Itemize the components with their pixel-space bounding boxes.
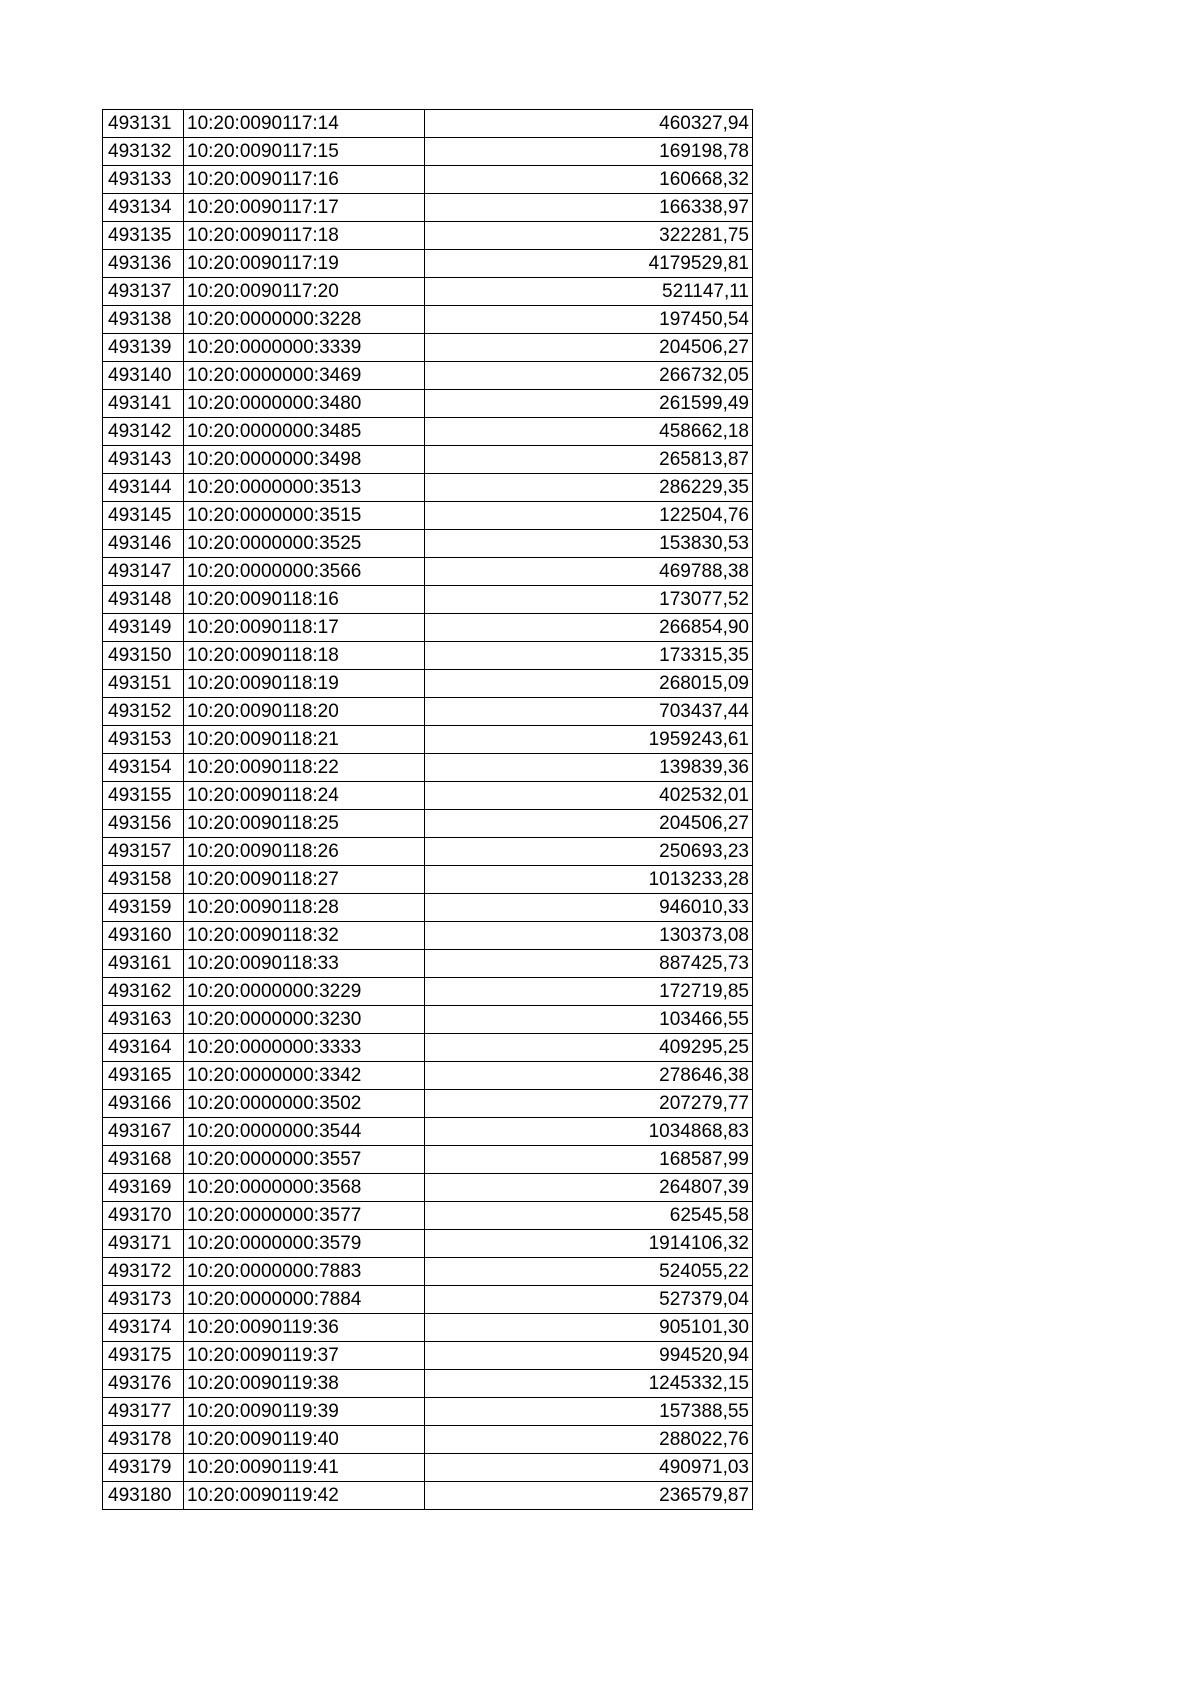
cell-cadastral-number: 10:20:0000000:3480 bbox=[184, 390, 425, 418]
cell-row-number: 493137 bbox=[103, 278, 184, 306]
cell-value: 905101,30 bbox=[425, 1314, 753, 1342]
cell-value: 1959243,61 bbox=[425, 726, 753, 754]
cell-value: 207279,77 bbox=[425, 1090, 753, 1118]
cell-row-number: 493152 bbox=[103, 698, 184, 726]
cell-value: 1034868,83 bbox=[425, 1118, 753, 1146]
cell-cadastral-number: 10:20:0090119:41 bbox=[184, 1454, 425, 1482]
table-row bbox=[103, 1174, 753, 1202]
cell-cadastral-number: 10:20:0000000:3566 bbox=[184, 558, 425, 586]
cell-cadastral-number: 10:20:0090119:36 bbox=[184, 1314, 425, 1342]
cell-row-number: 493178 bbox=[103, 1426, 184, 1454]
cell-row-number: 493149 bbox=[103, 614, 184, 642]
table-row bbox=[103, 334, 753, 362]
table-body bbox=[103, 110, 753, 1510]
cell-row-number: 493136 bbox=[103, 250, 184, 278]
cell-cadastral-number: 10:20:0090118:22 bbox=[184, 754, 425, 782]
cell-value: 322281,75 bbox=[425, 222, 753, 250]
cell-value: 103466,55 bbox=[425, 1006, 753, 1034]
table-row bbox=[103, 362, 753, 390]
cell-cadastral-number: 10:20:0000000:3525 bbox=[184, 530, 425, 558]
cell-cadastral-number: 10:20:0090118:17 bbox=[184, 614, 425, 642]
table-row bbox=[103, 1118, 753, 1146]
cell-cadastral-number: 10:20:0090119:42 bbox=[184, 1482, 425, 1510]
cell-value: 173077,52 bbox=[425, 586, 753, 614]
table-row bbox=[103, 194, 753, 222]
cell-cadastral-number: 10:20:0000000:3577 bbox=[184, 1202, 425, 1230]
cell-row-number: 493133 bbox=[103, 166, 184, 194]
table-row bbox=[103, 1482, 753, 1510]
table-row bbox=[103, 1230, 753, 1258]
cell-cadastral-number: 10:20:0090118:33 bbox=[184, 950, 425, 978]
table-row bbox=[103, 446, 753, 474]
cell-value: 250693,23 bbox=[425, 838, 753, 866]
table-row bbox=[103, 1398, 753, 1426]
cell-cadastral-number: 10:20:0090117:16 bbox=[184, 166, 425, 194]
cell-value: 703437,44 bbox=[425, 698, 753, 726]
cell-row-number: 493158 bbox=[103, 866, 184, 894]
cell-value: 157388,55 bbox=[425, 1398, 753, 1426]
cell-cadastral-number: 10:20:0090118:26 bbox=[184, 838, 425, 866]
cell-row-number: 493179 bbox=[103, 1454, 184, 1482]
table-row bbox=[103, 698, 753, 726]
cell-value: 264807,39 bbox=[425, 1174, 753, 1202]
cell-row-number: 493142 bbox=[103, 418, 184, 446]
cell-cadastral-number: 10:20:0090117:17 bbox=[184, 194, 425, 222]
cell-cadastral-number: 10:20:0090118:32 bbox=[184, 922, 425, 950]
cell-row-number: 493166 bbox=[103, 1090, 184, 1118]
cell-cadastral-number: 10:20:0000000:3228 bbox=[184, 306, 425, 334]
table-row bbox=[103, 222, 753, 250]
cell-value: 204506,27 bbox=[425, 334, 753, 362]
cell-cadastral-number: 10:20:0090117:14 bbox=[184, 110, 425, 138]
table-row bbox=[103, 586, 753, 614]
cell-cadastral-number: 10:20:0000000:3339 bbox=[184, 334, 425, 362]
cell-value: 153830,53 bbox=[425, 530, 753, 558]
cell-value: 524055,22 bbox=[425, 1258, 753, 1286]
cell-row-number: 493163 bbox=[103, 1006, 184, 1034]
cell-row-number: 493146 bbox=[103, 530, 184, 558]
cell-cadastral-number: 10:20:0000000:3498 bbox=[184, 446, 425, 474]
table-row bbox=[103, 1314, 753, 1342]
table-row bbox=[103, 782, 753, 810]
cell-cadastral-number: 10:20:0000000:3502 bbox=[184, 1090, 425, 1118]
cell-row-number: 493148 bbox=[103, 586, 184, 614]
cell-cadastral-number: 10:20:0090119:39 bbox=[184, 1398, 425, 1426]
cell-cadastral-number: 10:20:0000000:3513 bbox=[184, 474, 425, 502]
cell-row-number: 493171 bbox=[103, 1230, 184, 1258]
table-row bbox=[103, 250, 753, 278]
cell-value: 268015,09 bbox=[425, 670, 753, 698]
table-row bbox=[103, 950, 753, 978]
table-row bbox=[103, 838, 753, 866]
cell-value: 169198,78 bbox=[425, 138, 753, 166]
cell-value: 130373,08 bbox=[425, 922, 753, 950]
cell-value: 4179529,81 bbox=[425, 250, 753, 278]
cell-row-number: 493143 bbox=[103, 446, 184, 474]
cell-row-number: 493168 bbox=[103, 1146, 184, 1174]
cell-row-number: 493175 bbox=[103, 1342, 184, 1370]
cell-row-number: 493172 bbox=[103, 1258, 184, 1286]
table-row bbox=[103, 894, 753, 922]
table-row bbox=[103, 1090, 753, 1118]
cell-value: 172719,85 bbox=[425, 978, 753, 1006]
cell-row-number: 493157 bbox=[103, 838, 184, 866]
cell-row-number: 493165 bbox=[103, 1062, 184, 1090]
table-row bbox=[103, 418, 753, 446]
cell-row-number: 493154 bbox=[103, 754, 184, 782]
cell-row-number: 493131 bbox=[103, 110, 184, 138]
cell-cadastral-number: 10:20:0000000:3342 bbox=[184, 1062, 425, 1090]
cell-cadastral-number: 10:20:0000000:3544 bbox=[184, 1118, 425, 1146]
table-row bbox=[103, 530, 753, 558]
table-row bbox=[103, 1454, 753, 1482]
cell-value: 946010,33 bbox=[425, 894, 753, 922]
cell-value: 139839,36 bbox=[425, 754, 753, 782]
cell-cadastral-number: 10:20:0000000:3485 bbox=[184, 418, 425, 446]
cell-cadastral-number: 10:20:0000000:3568 bbox=[184, 1174, 425, 1202]
cell-value: 122504,76 bbox=[425, 502, 753, 530]
cell-value: 521147,11 bbox=[425, 278, 753, 306]
table-row bbox=[103, 642, 753, 670]
cell-cadastral-number: 10:20:0000000:3515 bbox=[184, 502, 425, 530]
table-row bbox=[103, 810, 753, 838]
cell-row-number: 493176 bbox=[103, 1370, 184, 1398]
cell-value: 490971,03 bbox=[425, 1454, 753, 1482]
table-row bbox=[103, 1426, 753, 1454]
cell-value: 166338,97 bbox=[425, 194, 753, 222]
cell-row-number: 493155 bbox=[103, 782, 184, 810]
cell-value: 168587,99 bbox=[425, 1146, 753, 1174]
cell-row-number: 493139 bbox=[103, 334, 184, 362]
cell-row-number: 493167 bbox=[103, 1118, 184, 1146]
table-row bbox=[103, 922, 753, 950]
table-row bbox=[103, 670, 753, 698]
cell-row-number: 493159 bbox=[103, 894, 184, 922]
table-row bbox=[103, 1258, 753, 1286]
table-row bbox=[103, 1370, 753, 1398]
cell-cadastral-number: 10:20:0000000:3333 bbox=[184, 1034, 425, 1062]
cell-value: 887425,73 bbox=[425, 950, 753, 978]
cell-row-number: 493164 bbox=[103, 1034, 184, 1062]
cell-row-number: 493134 bbox=[103, 194, 184, 222]
cell-cadastral-number: 10:20:0000000:3557 bbox=[184, 1146, 425, 1174]
cell-row-number: 493160 bbox=[103, 922, 184, 950]
cell-cadastral-number: 10:20:0090118:18 bbox=[184, 642, 425, 670]
cell-cadastral-number: 10:20:0000000:3469 bbox=[184, 362, 425, 390]
cell-row-number: 493156 bbox=[103, 810, 184, 838]
table-row bbox=[103, 110, 753, 138]
cell-cadastral-number: 10:20:0090118:25 bbox=[184, 810, 425, 838]
cell-row-number: 493147 bbox=[103, 558, 184, 586]
table-row bbox=[103, 306, 753, 334]
cell-value: 160668,32 bbox=[425, 166, 753, 194]
cell-cadastral-number: 10:20:0000000:3579 bbox=[184, 1230, 425, 1258]
cell-cadastral-number: 10:20:0000000:7884 bbox=[184, 1286, 425, 1314]
table-row bbox=[103, 1034, 753, 1062]
cell-row-number: 493169 bbox=[103, 1174, 184, 1202]
table-row bbox=[103, 978, 753, 1006]
cell-cadastral-number: 10:20:0090119:38 bbox=[184, 1370, 425, 1398]
cell-value: 261599,49 bbox=[425, 390, 753, 418]
cell-row-number: 493161 bbox=[103, 950, 184, 978]
cell-value: 265813,87 bbox=[425, 446, 753, 474]
table-row bbox=[103, 390, 753, 418]
cell-cadastral-number: 10:20:0000000:3229 bbox=[184, 978, 425, 1006]
table-row bbox=[103, 138, 753, 166]
cell-row-number: 493162 bbox=[103, 978, 184, 1006]
table-row bbox=[103, 166, 753, 194]
cell-row-number: 493140 bbox=[103, 362, 184, 390]
cell-cadastral-number: 10:20:0090118:24 bbox=[184, 782, 425, 810]
cell-value: 469788,38 bbox=[425, 558, 753, 586]
cell-value: 197450,54 bbox=[425, 306, 753, 334]
table-row bbox=[103, 754, 753, 782]
cell-value: 402532,01 bbox=[425, 782, 753, 810]
table-row bbox=[103, 1202, 753, 1230]
table-row bbox=[103, 278, 753, 306]
table-row bbox=[103, 1286, 753, 1314]
cell-row-number: 493173 bbox=[103, 1286, 184, 1314]
table-row bbox=[103, 1062, 753, 1090]
cell-cadastral-number: 10:20:0090117:19 bbox=[184, 250, 425, 278]
table-row bbox=[103, 726, 753, 754]
cell-cadastral-number: 10:20:0000000:7883 bbox=[184, 1258, 425, 1286]
table-row bbox=[103, 502, 753, 530]
cell-row-number: 493151 bbox=[103, 670, 184, 698]
cell-cadastral-number: 10:20:0090118:27 bbox=[184, 866, 425, 894]
table-row bbox=[103, 1342, 753, 1370]
cell-value: 527379,04 bbox=[425, 1286, 753, 1314]
cell-cadastral-number: 10:20:0090118:21 bbox=[184, 726, 425, 754]
cell-value: 1914106,32 bbox=[425, 1230, 753, 1258]
cell-cadastral-number: 10:20:0000000:3230 bbox=[184, 1006, 425, 1034]
cell-cadastral-number: 10:20:0090118:20 bbox=[184, 698, 425, 726]
cell-cadastral-number: 10:20:0090117:20 bbox=[184, 278, 425, 306]
cell-row-number: 493141 bbox=[103, 390, 184, 418]
cell-value: 236579,87 bbox=[425, 1482, 753, 1510]
table-row bbox=[103, 558, 753, 586]
cell-cadastral-number: 10:20:0090118:19 bbox=[184, 670, 425, 698]
cell-value: 1245332,15 bbox=[425, 1370, 753, 1398]
cell-cadastral-number: 10:20:0090119:40 bbox=[184, 1426, 425, 1454]
cell-value: 1013233,28 bbox=[425, 866, 753, 894]
cell-row-number: 493170 bbox=[103, 1202, 184, 1230]
cell-value: 458662,18 bbox=[425, 418, 753, 446]
cell-row-number: 493180 bbox=[103, 1482, 184, 1510]
cell-value: 278646,38 bbox=[425, 1062, 753, 1090]
table-row bbox=[103, 474, 753, 502]
table-row bbox=[103, 1006, 753, 1034]
cell-row-number: 493177 bbox=[103, 1398, 184, 1426]
table-row bbox=[103, 866, 753, 894]
cell-cadastral-number: 10:20:0090117:15 bbox=[184, 138, 425, 166]
cell-row-number: 493138 bbox=[103, 306, 184, 334]
cell-value: 409295,25 bbox=[425, 1034, 753, 1062]
data-table bbox=[102, 109, 753, 1510]
cell-cadastral-number: 10:20:0090118:28 bbox=[184, 894, 425, 922]
cell-row-number: 493153 bbox=[103, 726, 184, 754]
cell-value: 286229,35 bbox=[425, 474, 753, 502]
table-row bbox=[103, 614, 753, 642]
cell-row-number: 493150 bbox=[103, 642, 184, 670]
cell-value: 62545,58 bbox=[425, 1202, 753, 1230]
table-row bbox=[103, 1146, 753, 1174]
cell-value: 266854,90 bbox=[425, 614, 753, 642]
cell-row-number: 493132 bbox=[103, 138, 184, 166]
cell-row-number: 493144 bbox=[103, 474, 184, 502]
cell-cadastral-number: 10:20:0090119:37 bbox=[184, 1342, 425, 1370]
cell-value: 173315,35 bbox=[425, 642, 753, 670]
cell-value: 288022,76 bbox=[425, 1426, 753, 1454]
cell-value: 204506,27 bbox=[425, 810, 753, 838]
cell-cadastral-number: 10:20:0090118:16 bbox=[184, 586, 425, 614]
cell-row-number: 493135 bbox=[103, 222, 184, 250]
cell-value: 266732,05 bbox=[425, 362, 753, 390]
cell-value: 994520,94 bbox=[425, 1342, 753, 1370]
cell-row-number: 493145 bbox=[103, 502, 184, 530]
cell-row-number: 493174 bbox=[103, 1314, 184, 1342]
cell-cadastral-number: 10:20:0090117:18 bbox=[184, 222, 425, 250]
cell-value: 460327,94 bbox=[425, 110, 753, 138]
